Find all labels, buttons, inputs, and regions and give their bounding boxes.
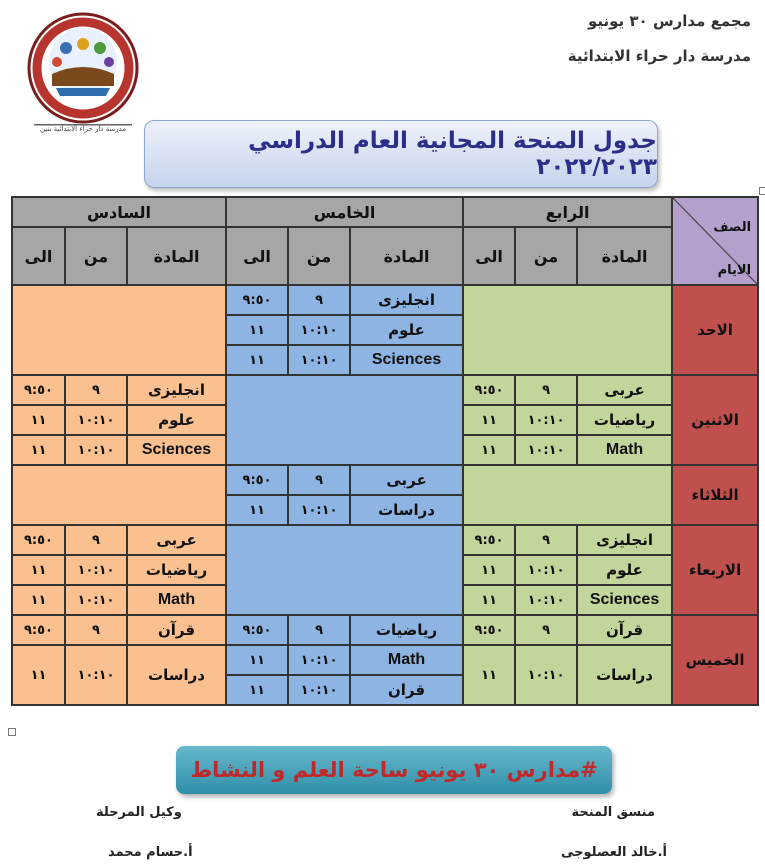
corner-header	[672, 197, 758, 285]
slogan-text: #مدارس ٣٠ يونيو ساحة العلم و النشاط	[190, 758, 598, 782]
cell-from: ١٠:١٠	[65, 405, 127, 435]
cell-subject: رياضيات	[350, 615, 463, 645]
cell-to: ٩:٥٠	[12, 525, 65, 555]
cell-from: ٩	[288, 465, 350, 495]
cell-from: ٩	[515, 375, 577, 405]
cell-from: ٩	[515, 525, 577, 555]
cell-subject: Sciences	[350, 345, 463, 375]
g5-to-header: الى	[226, 227, 288, 285]
cell-from: ٩	[515, 615, 577, 645]
cell-to: ١١	[12, 555, 65, 585]
cell-to: ١١	[226, 645, 288, 675]
g5-from-header: من	[288, 227, 350, 285]
corner-days-label: الايام	[717, 263, 752, 278]
cell-subject: Sciences	[127, 435, 226, 465]
corner-grade-label: الصف	[713, 220, 752, 235]
day-monday: الاثنين	[672, 375, 758, 465]
title-box	[144, 120, 658, 188]
cell-from: ١٠:١٠	[288, 345, 350, 375]
cell-from: ١٠:١٠	[515, 555, 577, 585]
cell-to: ١١	[226, 675, 288, 705]
cell-subject: عربى	[577, 375, 672, 405]
cell-from: ١٠:١٠	[288, 645, 350, 675]
cell-from: ١٠:١٠	[65, 645, 127, 705]
cell-subject: دراسات	[577, 645, 672, 705]
cell-from: ١٠:١٠	[515, 435, 577, 465]
cell-subject: Math	[577, 435, 672, 465]
cell-from: ١٠:١٠	[288, 675, 350, 705]
mon-g5-empty	[226, 375, 463, 465]
cell-subject: رياضيات	[577, 405, 672, 435]
table-move-handle[interactable]	[759, 187, 765, 195]
cell-subject: دراسات	[350, 495, 463, 525]
schedule-title: جدول المنحة المجانية العام الدراسي ٢٠٢٢/٢٠٢٣	[248, 128, 657, 180]
cell-to: ٩:٥٠	[226, 285, 288, 315]
cell-from: ١٠:١٠	[288, 315, 350, 345]
cell-to: ٩:٥٠	[226, 615, 288, 645]
cell-to: ١١	[463, 435, 515, 465]
cell-to: ١١	[12, 405, 65, 435]
day-tuesday: الثلاثاء	[672, 465, 758, 525]
cell-from: ٩	[65, 375, 127, 405]
cell-subject: انجليزى	[350, 285, 463, 315]
cell-subject: قران	[350, 675, 463, 705]
grade-5-header: الخامس	[226, 197, 463, 227]
g4-subject-header: المادة	[577, 227, 672, 285]
school-logo	[22, 12, 144, 136]
cell-from: ١٠:١٠	[65, 435, 127, 465]
g6-to-header: الى	[12, 227, 65, 285]
sun-g6-empty	[12, 285, 226, 375]
g6-subject-header: المادة	[127, 227, 226, 285]
cell-from: ٩	[65, 525, 127, 555]
slogan-banner	[176, 746, 612, 794]
cell-subject: قرآن	[127, 615, 226, 645]
sun-g4-empty	[463, 285, 672, 375]
g4-to-header: الى	[463, 227, 515, 285]
cell-subject: عربى	[127, 525, 226, 555]
cell-subject: علوم	[350, 315, 463, 345]
cell-from: ١٠:١٠	[515, 585, 577, 615]
cell-subject: رياضيات	[127, 555, 226, 585]
schedule-table	[11, 196, 759, 706]
cell-to: ١١	[12, 645, 65, 705]
cell-to: ٩:٥٠	[226, 465, 288, 495]
cell-to: ٩:٥٠	[463, 525, 515, 555]
cell-subject: عربى	[350, 465, 463, 495]
cell-subject: انجليزى	[577, 525, 672, 555]
cell-from: ٩	[65, 615, 127, 645]
cell-to: ١١	[226, 495, 288, 525]
cell-subject: Sciences	[577, 585, 672, 615]
wed-g5-empty	[226, 525, 463, 615]
cell-to: ١١	[226, 345, 288, 375]
cell-to: ١١	[12, 435, 65, 465]
coordinator-title: منسق المنحة	[571, 805, 655, 820]
cell-subject: دراسات	[127, 645, 226, 705]
cell-from: ١٠:١٠	[65, 555, 127, 585]
cell-subject: علوم	[127, 405, 226, 435]
cell-to: ٩:٥٠	[12, 375, 65, 405]
cell-from: ٩	[288, 285, 350, 315]
cell-from: ١٠:١٠	[65, 585, 127, 615]
cell-from: ١٠:١٠	[288, 495, 350, 525]
school-complex-name: مجمع مدارس ٣٠ يونيو	[587, 12, 751, 30]
cell-subject: انجليزى	[127, 375, 226, 405]
cell-to: ٩:٥٠	[12, 615, 65, 645]
day-sunday: الاحد	[672, 285, 758, 375]
tue-g6-empty	[12, 465, 226, 525]
deputy-title: وكيل المرحلة	[96, 805, 182, 820]
g5-subject-header: المادة	[350, 227, 463, 285]
cell-subject: علوم	[577, 555, 672, 585]
cell-subject: قرآن	[577, 615, 672, 645]
g4-from-header: من	[515, 227, 577, 285]
tue-g4-empty	[463, 465, 672, 525]
g6-from-header: من	[65, 227, 127, 285]
deputy-name: أ.حسام محمد	[108, 845, 193, 860]
cell-to: ١١	[463, 585, 515, 615]
day-thursday: الخميس	[672, 615, 758, 705]
grade-6-header: السادس	[12, 197, 226, 227]
cell-from: ٩	[288, 615, 350, 645]
cell-to: ٩:٥٠	[463, 375, 515, 405]
day-wednesday: الاربعاء	[672, 525, 758, 615]
logo-caption: مدرسة دار حراء الابتدائية بنين	[39, 125, 127, 133]
cell-to: ١١	[226, 315, 288, 345]
cell-to: ١١	[463, 645, 515, 705]
cell-to: ١١	[463, 405, 515, 435]
cell-subject: Math	[127, 585, 226, 615]
table-resize-handle[interactable]	[8, 728, 16, 736]
cell-from: ١٠:١٠	[515, 405, 577, 435]
cell-to: ٩:٥٠	[463, 615, 515, 645]
cell-subject: Math	[350, 645, 463, 675]
cell-to: ١١	[463, 555, 515, 585]
school-name: مدرسة دار حراء الابتدائية	[567, 47, 751, 65]
grade-4-header: الرابع	[463, 197, 672, 227]
coordinator-name: أ.خالد العصلوجى	[560, 845, 667, 860]
cell-to: ١١	[12, 585, 65, 615]
cell-from: ١٠:١٠	[515, 645, 577, 705]
